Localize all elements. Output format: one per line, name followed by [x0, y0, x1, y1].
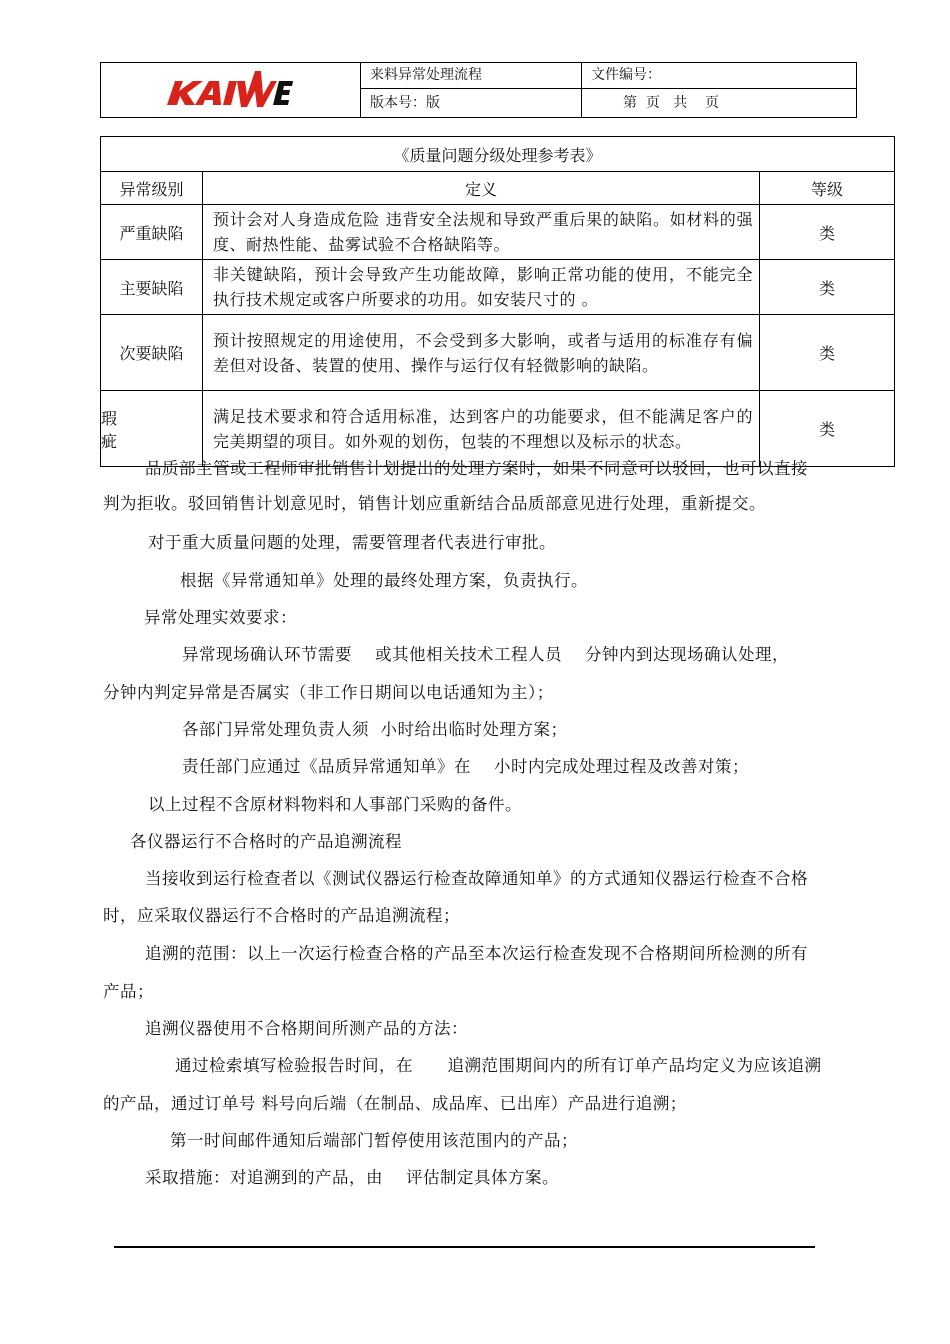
body-line: 追溯的范围：以上一次运行检查合格的产品至本次运行检查发现不合格期间所检测的所有 [145, 944, 808, 963]
body-line: 通过检索填写检验报告时间，在 追溯范围期间内的所有订单产品均定义为应该追溯 [175, 1056, 822, 1075]
body-line: 对于重大质量问题的处理，需要管理者代表进行审批。 [148, 533, 556, 552]
col-header-grade: 等级 [760, 172, 895, 205]
table-header-row [101, 172, 895, 205]
body-line: 判为拒收。驳回销售计划意见时，销售计划应重新结合品质部意见进行处理，重新提交。 [103, 494, 766, 513]
body-line: 以上过程不含原材料物料和人事部门采购的备件。 [148, 795, 522, 814]
table-title: 《质量问题分级处理参考表》 [101, 137, 895, 172]
footer-rule [114, 1246, 815, 1248]
page-info: 第 页 共 页 [623, 95, 720, 111]
body-line: 的产品，通过订单号 料号向后端（在制品、成品库、已出库）产品进行追溯； [103, 1094, 687, 1113]
body-line: 各部门异常处理负责人须 小时给出临时处理方案； [182, 720, 568, 739]
row-grade: 类 [760, 391, 895, 467]
quality-grade-table [100, 136, 895, 467]
kaiwei-logo [163, 69, 293, 109]
col-header-definition: 定义 [203, 172, 760, 205]
row-level: 次要缺陷 [101, 315, 203, 391]
body-line: 分钟内判定异常是否属实（非工作日期间以电话通知为主）； [103, 683, 554, 702]
row-level: 瑕疵 [101, 391, 203, 467]
table-row [101, 391, 895, 467]
body-line: 追溯仪器使用不合格期间所测产品的方法： [145, 1019, 468, 1038]
logo-cell [101, 63, 361, 117]
body-line: 根据《异常通知单》处理的最终处理方案，负责执行。 [180, 571, 588, 590]
row-level: 严重缺陷 [101, 205, 203, 260]
body-line: 品质部主管或工程师审批销售计划提出的处理方案时，如果不同意可以驳回，也可以直接 [145, 459, 808, 478]
body-line: 当接收到运行检查者以《测试仪器运行检查故障通知单》的方式通知仪器运行检查不合格 [145, 869, 808, 888]
body-line: 产品； [103, 982, 154, 1001]
doc-title: 来料异常处理流程 [360, 63, 581, 89]
section-heading: 各仪器运行不合格时的产品追溯流程 [130, 832, 402, 851]
header-right [581, 63, 856, 117]
body-line: 时，应采取仪器运行不合格时的产品追溯流程； [103, 906, 460, 925]
body-line: 异常现场确认环节需要 或其他相关技术工程人员 分钟内到达现场确认处理， [182, 645, 789, 664]
body-line: 采取措施：对追溯到的产品，由 评估制定具体方案。 [145, 1168, 559, 1187]
row-definition: 预计会对人身造成危险 违背安全法规和导致严重后果的缺陷。如材料的强度、耐热性能、盐雾试验不合格缺陷等。 [203, 205, 760, 260]
row-grade: 类 [760, 315, 895, 391]
document-header [100, 62, 857, 118]
version-label: 版本号：版 [370, 95, 440, 111]
row-definition: 预计按照规定的用途使用，不会受到多大影响，或者与适用的标准存有偏差但对设备、装置的使用、操作与运行仅有轻微影响的缺陷。 [203, 315, 760, 391]
body-line: 责任部门应通过《品质异常通知单》在 小时内完成处理过程及改善对策； [182, 757, 749, 776]
col-header-level: 异常级别 [101, 172, 203, 205]
row-level: 主要缺陷 [101, 260, 203, 315]
body-line: 第一时间邮件通知后端部门暂停使用该范围内的产品； [170, 1131, 578, 1150]
row-definition: 满足技术要求和符合适用标准，达到客户的功能要求，但不能满足客户的完美期望的项目。如外观的划伤，包装的不理想以及标示的状态。 [203, 391, 760, 467]
row-grade: 类 [760, 205, 895, 260]
header-middle [360, 63, 582, 117]
table-row [101, 315, 895, 391]
row-grade: 类 [760, 260, 895, 315]
table-row [101, 260, 895, 315]
table-row [101, 205, 895, 260]
body-line: 异常处理实效要求： [144, 608, 297, 627]
file-number-label: 文件编号： [581, 63, 856, 89]
row-definition: 非关键缺陷，预计会导致产生功能故障，影响正常功能的使用，不能完全执行技术规定或客户所要求的功用。如安装尺寸的 。 [203, 260, 760, 315]
